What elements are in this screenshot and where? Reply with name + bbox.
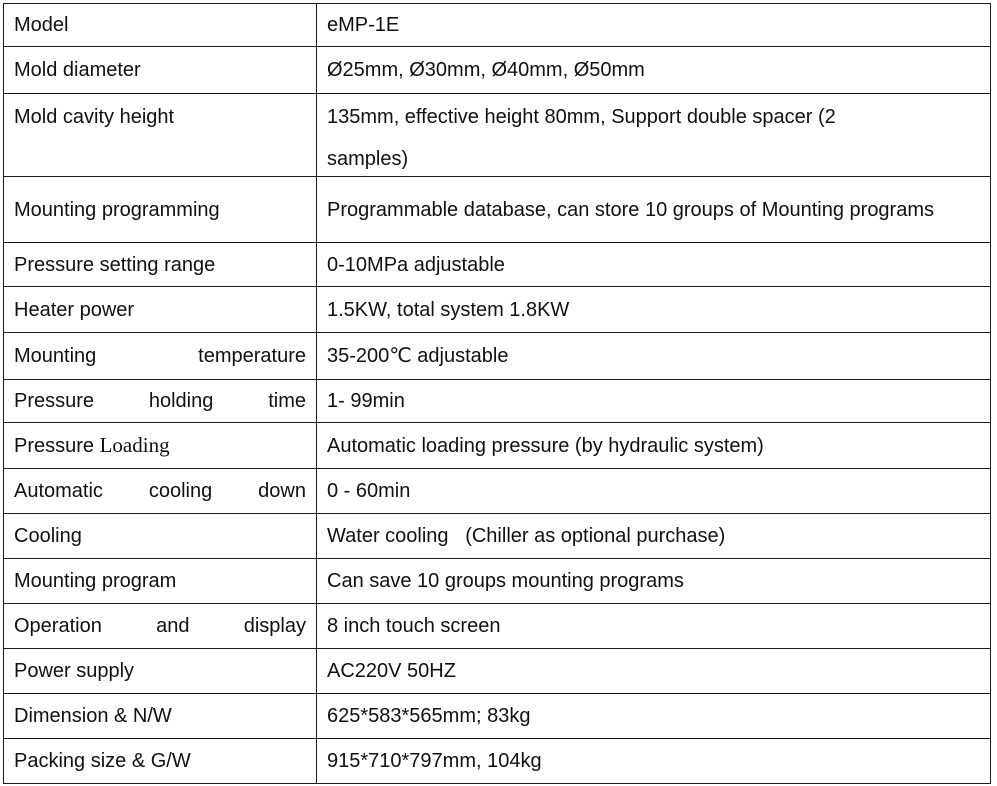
spec-label-part: Loading (99, 433, 170, 457)
spec-label-part: Pressure (14, 435, 100, 457)
table-row (4, 243, 991, 287)
table-row (4, 177, 991, 243)
spec-value: Programmable database, can store 10 groups of Mounting programs (317, 177, 991, 243)
spec-label: Packing size & G/W (4, 739, 317, 784)
spec-value: Can save 10 groups mounting programs (317, 559, 991, 604)
spec-value: 0 - 60min (317, 469, 991, 514)
spec-value: Ø25mm, Ø30mm, Ø40mm, Ø50mm (317, 47, 991, 94)
spec-value: Automatic loading pressure (by hydraulic system) (317, 423, 991, 469)
spec-label: Operation and display (4, 604, 317, 649)
spec-label: Pressure setting range (4, 243, 317, 287)
spec-value: 1.5KW, total system 1.8KW (317, 287, 991, 333)
table-row (4, 380, 991, 423)
spec-value: 35-200℃ adjustable (317, 333, 991, 380)
table-row (4, 514, 991, 559)
table-row (4, 4, 991, 47)
table-row (4, 333, 991, 380)
table-row (4, 739, 991, 784)
spec-label (4, 423, 317, 469)
spec-value: 625*583*565mm; 83kg (317, 694, 991, 739)
table-row (4, 423, 991, 469)
table-row (4, 287, 991, 333)
table-row (4, 559, 991, 604)
spec-label: Heater power (4, 287, 317, 333)
spec-label: Pressure holding time (4, 380, 317, 423)
spec-value: 915*710*797mm, 104kg (317, 739, 991, 784)
spec-value: 8 inch touch screen (317, 604, 991, 649)
spec-label: Mounting temperature (4, 333, 317, 380)
spec-label: Cooling (4, 514, 317, 559)
table-row (4, 94, 991, 177)
spec-label: Power supply (4, 649, 317, 694)
spec-label: Mold cavity height (4, 94, 317, 177)
table-row (4, 47, 991, 94)
spec-value: AC220V 50HZ (317, 649, 991, 694)
spec-value: Water cooling (Chiller as optional purchase) (317, 514, 991, 559)
table-row (4, 694, 991, 739)
spec-value (317, 94, 991, 177)
table-row (4, 649, 991, 694)
spec-value: 0-10MPa adjustable (317, 243, 991, 287)
spec-label: Mold diameter (4, 47, 317, 94)
spec-label: Automatic cooling down (4, 469, 317, 514)
spec-value-line: 135mm, effective height 80mm, Support double spacer (2 (327, 106, 836, 128)
table-row (4, 469, 991, 514)
spec-table (3, 3, 991, 784)
table-row (4, 604, 991, 649)
spec-label: Dimension & N/W (4, 694, 317, 739)
spec-label: Mounting programming (4, 177, 317, 243)
spec-value: 1- 99min (317, 380, 991, 423)
spec-value: eMP-1E (317, 4, 991, 47)
spec-value-line: samples) (327, 148, 409, 170)
spec-label: Model (4, 4, 317, 47)
spec-label: Mounting program (4, 559, 317, 604)
